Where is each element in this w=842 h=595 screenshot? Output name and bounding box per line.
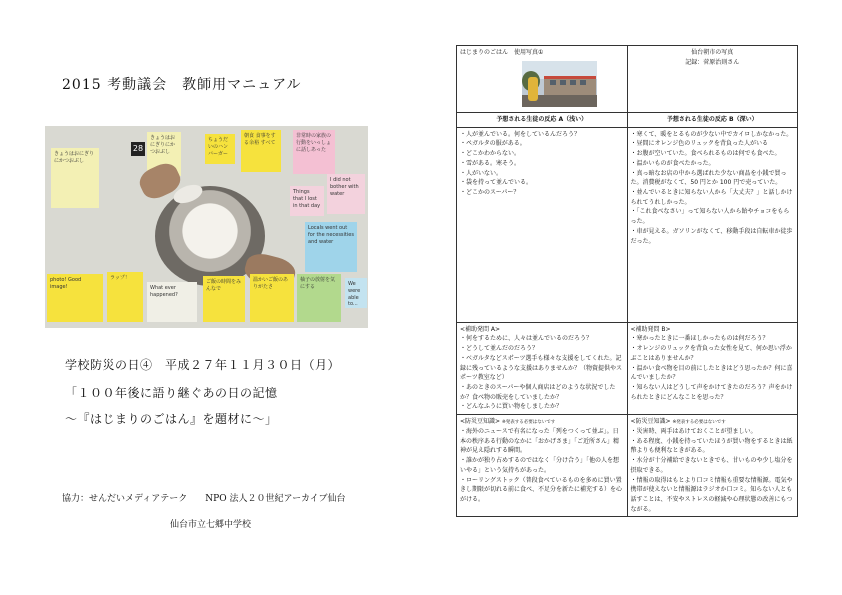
sticky-note: ラップ！ [107, 272, 143, 322]
list-item: ・ある程度、小銭を持っていたほうが買い物をするときは紙幣よりも便利なときがある。 [630, 437, 793, 455]
list-item: ・寒くて、暖をとるものが少ない中でカイロしかなかった。 [630, 130, 793, 138]
photo-title: はじまりのごはん 使用写真① [460, 49, 544, 56]
disaster-tips-a-list [460, 427, 624, 505]
list-item: ・寒かったときに一番ほしかったものは何だろう？ [630, 335, 769, 343]
school-name: 仙台市立七郷中学校 [170, 520, 252, 530]
list-item: ・「これ食べなさい」って知らない人から飴やチョコをもらった。 [630, 208, 790, 226]
sticky-note: photo! Good image! [47, 274, 103, 322]
disaster-tips-b-header: <防災豆知識> ※発表する必要はないです [630, 418, 726, 426]
list-item: ・袋を持って並んでいる。 [460, 179, 533, 187]
supplementary-b-list [631, 334, 795, 402]
disaster-tips-a-note: ※発表する必要はないです [501, 420, 556, 426]
disaster-tips-b-note: ※発表する必要はないです [672, 420, 726, 426]
list-item: ・ローリングストック（普段食べているものを多めに買い置きし期限が切れる前に食べ、不足分を新たに補充する）を心がける。 [460, 476, 623, 503]
cooperation-credit: 協力：せんだいメディアテーク NPO 法人２０世紀アーカイブ仙台 [62, 494, 346, 504]
sticky-note: ご飯の時間をみんなで [203, 276, 245, 322]
sticky-note: 温かいご飯のありがたさ [250, 274, 294, 322]
list-item: ・お腹が空いていた。食べられるものは何でも食べた。 [630, 150, 781, 158]
reactions-a-list [460, 130, 624, 198]
list-item: ・情報の取得はもとより口コミ情報も重要な情報源。電気や携帯が使えないと情報源はラジオか口コミ。知らない人とも話すことは、不安やストレスの軽減や心理状態の改善にもつながる。 [630, 476, 793, 513]
list-item: ・雪がある。寒そう。 [460, 159, 521, 167]
lesson-table [456, 45, 798, 517]
document-title: 2015 考動議会 教師用マニュアル [62, 77, 302, 93]
sticky-note: きょうはおにぎりにかつおぶし [51, 148, 99, 208]
list-item: ・どんなふうに買い物をしましたか？ [460, 403, 563, 411]
sticky-note: ちょうだいのハンバーガー [205, 134, 235, 164]
sticky-note: Locals went out for the necessities and water [305, 222, 357, 272]
list-item: ・ペガルタの服がある。 [460, 140, 526, 148]
photo-credit: 記録：菅原治則さん [685, 58, 740, 66]
list-item: ・何をするために、人々は並んでいるのだろう？ [460, 335, 593, 343]
column-b-header: 予想される生徒の反応 B（深い） [627, 113, 798, 128]
list-item: ・温かい食べ物を目の前にしたときはどう思ったか？何に喜んでいましたか？ [630, 364, 793, 382]
list-item: ・人がいない。 [460, 169, 503, 177]
list-item: ・海外のニュースで有名になった「列をつくって並ぶ」。日本の秩序ある行動のなかに「おかげさま」「ご近所さん」精神が見え隠れする瞬間。 [460, 427, 620, 455]
list-item: ・車が見える。ガソリンがなくて、移動手段は自転車か徒歩だった。 [630, 227, 793, 245]
disaster-tips-row [457, 415, 798, 517]
photo-row [457, 46, 798, 113]
list-item: ・昼間にオレンジ色のリュックを背負った人がいる [630, 140, 769, 148]
photo-caption: 仙台朝市の写真 [691, 49, 734, 56]
event-subtitle-line: ～『はじまりのごはん』を題材に～」 [65, 412, 278, 426]
list-item: ・知らない人はどうして声をかけてきたのだろう？声をかけられたときにどんなことを思った？ [630, 384, 793, 401]
list-item: ・真っ暗なお店の中から選ばれた少ない商品を小銭で買った。消費税がなくて、50 円とか 100 円で売っていた。 [630, 169, 787, 187]
reaction-row [457, 127, 798, 322]
disaster-tips-b-list [631, 427, 795, 514]
market-photo-thumbnail [522, 61, 597, 107]
list-item: ・どこかのスーパー？ [460, 189, 520, 197]
list-item: ・ベガルタなどスポーツ選手も様々な支援をしてくれた。記録に残っているような支援はありませんか？（物資提供やスポーツ教室など） [460, 354, 623, 382]
supplementary-a-list [460, 334, 624, 412]
supplementary-question-row [457, 322, 798, 414]
list-item: ・どこかわからない。 [460, 150, 521, 158]
sticky-note: What ever happened? [147, 282, 197, 322]
list-item: ・どうして並んだのだろう？ [460, 345, 539, 353]
list-item: ・並んでいるときに知らない人から「大丈夫？」と話しかけられてうれしかった。 [630, 189, 793, 206]
reactions-b-list [631, 130, 795, 247]
sticky-note: Things that I lost in that day [290, 186, 324, 216]
disaster-tips-a-header: <防災豆知識> ※発表する必要はないです [460, 418, 556, 426]
sticky-note: 朝食 食事をする余裕 すべて [241, 130, 281, 172]
list-item: ・誰かが独り占めするのではなく「分け合う」「他の人を想いやる」という気持ちがあった。 [460, 457, 620, 474]
column-a-header: 予想される生徒の反応 A（浅い） [457, 113, 628, 128]
event-title-line: 「１００年後に語り継ぐあの日の記憶 [65, 386, 278, 400]
list-item: ・人が並んでいる。何をしているんだろう？ [460, 130, 581, 138]
list-item: ・あのときのスーパーや個人商店はどのような状況でしたか？食べ物の販売をしていましたか？ [460, 384, 616, 401]
list-item: ・災害時、両手はあけておくことが望ましい。 [630, 427, 757, 435]
list-item: ・水分が十分補給できないときでも、甘いものや少し塩分を摂取できる。 [630, 457, 793, 474]
lesson-sheet [456, 45, 798, 517]
supplementary-a-header: <補助発問 A> [460, 325, 501, 333]
left-page [0, 0, 420, 595]
workshop-photo [45, 126, 368, 328]
event-date-line: 学校防災の日④ 平成２７年１１月３０日（月） [65, 358, 341, 372]
sticky-note: 柚子の放射を気にする [297, 274, 341, 322]
sticky-note: I did not bother with water [327, 174, 365, 214]
sticky-note: We were able to... [345, 278, 367, 308]
sticky-note: 非常時の家族の行動をいっしょに話しあった [293, 130, 335, 174]
supplementary-b-header: <補助発問 B> [630, 325, 671, 333]
sticky-note: きょうはおにぎりにかつおぶし [147, 132, 181, 176]
header-row [457, 113, 798, 128]
list-item: ・オレンジのリュックを背負った女性を見て、何か思い浮かぶことはありませんか？ [630, 345, 792, 362]
board-number: 28 [131, 142, 145, 156]
list-item: ・温かいものが食べたかった。 [630, 159, 715, 167]
